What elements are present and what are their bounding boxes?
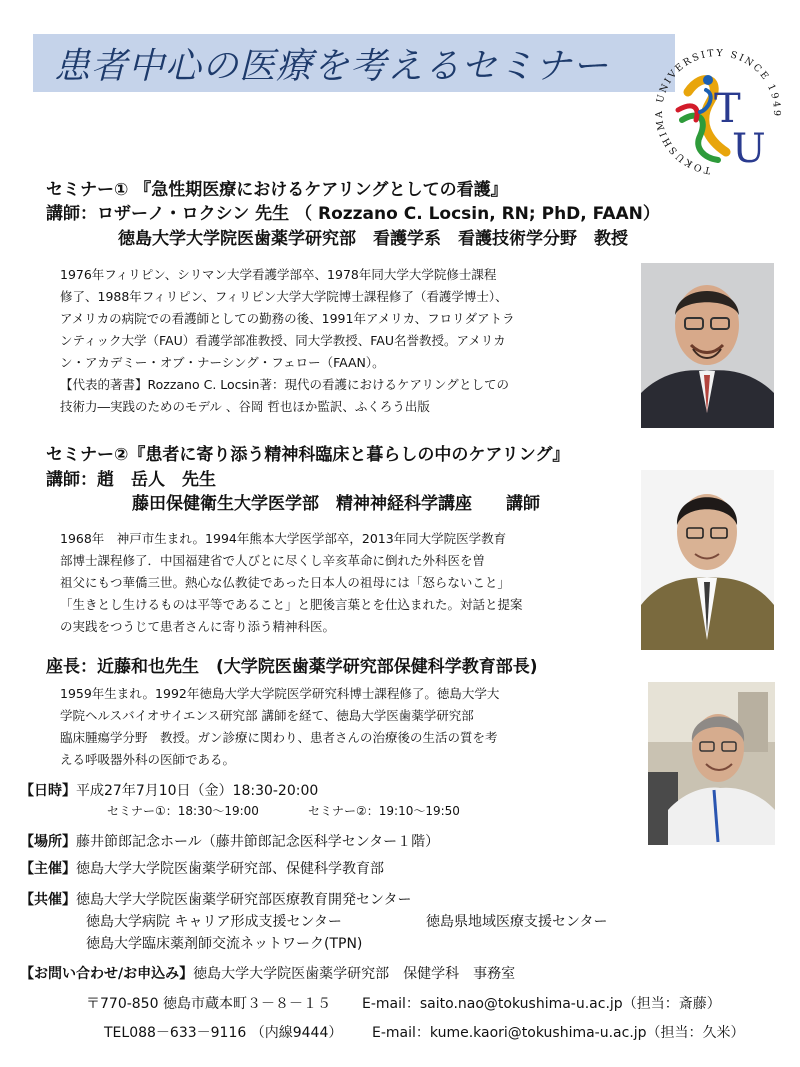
seminar2-bio <box>60 528 630 638</box>
datetime-row <box>20 780 318 800</box>
venue-label: 【場所】 <box>20 834 76 850</box>
email-kume[interactable]: E-mail：kume.kaori@tokushima-u.ac.jp（担当：久米） <box>372 1025 745 1041</box>
seminar1-works <box>60 374 620 418</box>
session2-time: セミナー②：19:10～19:50 <box>308 804 460 818</box>
cohost-row <box>20 889 411 909</box>
contact-value: 徳島大学大学院医歯薬学研究部 保健学科 事務室 <box>193 966 516 982</box>
contact-label: 【お問い合わせ/お申込み】 <box>20 966 194 982</box>
cohost-network: 徳島大学臨床薬剤師交流ネットワーク(TPN) <box>86 936 363 952</box>
bio-line: 1959年生まれ。1992年徳島大学大学院医学研究科博士課程修了。徳島大学大 <box>60 686 500 701</box>
host-value: 徳島大学大学院医歯薬学研究部、保健科学教育部 <box>76 861 384 877</box>
email-saito[interactable]: E-mail：saito.nao@tokushima-u.ac.jp（担当：斎藤） <box>362 996 721 1012</box>
bio-line: 修了、1988年フィリピン、フィリピン大学大学院博士課程修了（看護学博士）、 <box>60 289 508 304</box>
seminar1-heading: セミナー① 『急性期医療におけるケアリングとしての看護』 <box>46 180 508 200</box>
lecturer1-photo <box>641 263 774 428</box>
bio-line: える呼吸器外科の医師である。 <box>60 752 236 767</box>
venue-value: 藤井節郎記念ホール（藤井節郎記念医科学センター１階） <box>76 834 440 850</box>
logo-letter-t: T <box>714 86 741 132</box>
chair-heading: 座長：近藤和也先生 (大学院医歯薬学研究部保健科学教育部長) <box>46 657 538 677</box>
host-label: 【主催】 <box>20 861 76 877</box>
session1-time: セミナー①：18:30～19:00 <box>107 804 259 818</box>
address: 〒770-850 徳島市蔵本町３－８－１５ <box>86 996 331 1012</box>
telephone: TEL088－633－9116 （内線9444） <box>104 1025 343 1041</box>
bio-line: アメリカの病院での看護師としての勤務の後、1991年アメリカ、フロリダアトラ <box>60 311 515 326</box>
university-logo <box>648 40 788 190</box>
seminar2-lecturer: 講師：趙 岳人 先生 <box>46 470 216 490</box>
cohost-regional: 徳島県地域医療支援センター <box>426 914 608 930</box>
cohost-hospital: 徳島大学病院 キャリア形成支援センター <box>86 914 342 930</box>
bio-line: 臨床腫瘍学分野 教授。ガン診療に関わり、患者さんの治療後の生活の質を考 <box>60 730 498 745</box>
seminar1-lecturer: 講師：ロザーノ・ロクシン 先生 （ Rozzano C. Locsin, RN; PhD, FAAN） <box>46 204 660 224</box>
bio-line: の実践をつうじて患者さんに寄り添う精神科医。 <box>60 619 336 634</box>
contact-row <box>20 963 515 983</box>
cohost-value: 徳島大学大学院医歯薬学研究部医療教育開発センター <box>76 892 412 908</box>
seminar2-heading: セミナー②『患者に寄り添う精神科臨床と暮らしの中のケアリング』 <box>46 445 570 465</box>
bio-line: 祖父にもつ華僑三世。熱心な仏教徒であった日本人の祖母には「怒らないこと」 <box>60 575 510 590</box>
bio-line: 1976年フィリピン、シリマン大学看護学部卒、1978年同大学大学院修士課程 <box>60 267 497 282</box>
bio-line: ン・アカデミー・オブ・ナーシング・フェロー（FAAN）。 <box>60 355 385 370</box>
datetime-value: 平成27年7月10日（金）18:30-20:00 <box>76 783 319 799</box>
chair-photo <box>648 682 775 845</box>
page-title: 患者中心の医療を考えるセミナー <box>54 46 610 87</box>
bio-line: ンティック大学（FAU）看護学部准教授、同大学教授、FAU名誉教授。アメリカ <box>60 333 506 348</box>
bio-line: 部博士課程修了．中国福建省で人びとに尽くし辛亥革命に倒れた外科医を曽 <box>60 553 486 568</box>
seminar1-affiliation: 徳島大学大学院医歯薬学研究部 看護学系 看護技術学分野 教授 <box>118 229 628 249</box>
host-row <box>20 858 384 878</box>
bio-line: 1968年 神戸市生まれ。1994年熊本大学医学部卒，2013年同大学院医学教育 <box>60 531 507 546</box>
works-line: 技術力―実践のためのモデル 、谷岡 哲也ほか監訳、ふくろう出版 <box>60 399 430 414</box>
seminar1-bio <box>60 264 620 374</box>
lecturer2-photo <box>641 470 774 650</box>
works-line: 【代表的著書】Rozzano C. Locsin著：現代の看護におけるケアリングとしての <box>60 377 509 392</box>
bio-line: 学院ヘルスバイオサイエンス研究部 講師を経て、徳島大学医歯薬学研究部 <box>60 708 474 723</box>
logo-ring-text: TOKUSHIMA UNIVERSITY SINCE 1949 <box>653 47 783 176</box>
bio-line: 「生きとし生けるものは平等であること」と肥後言葉とを仕込まれた。対話と提案 <box>60 597 523 612</box>
seminar2-affiliation: 藤田保健衛生大学医学部 精神神経科学講座 講師 <box>132 494 540 514</box>
chair-bio <box>60 683 620 771</box>
cohost-label: 【共催】 <box>20 892 76 908</box>
venue-row <box>20 831 439 851</box>
datetime-label: 【日時】 <box>20 783 76 799</box>
logo-letter-u: U <box>732 126 766 172</box>
